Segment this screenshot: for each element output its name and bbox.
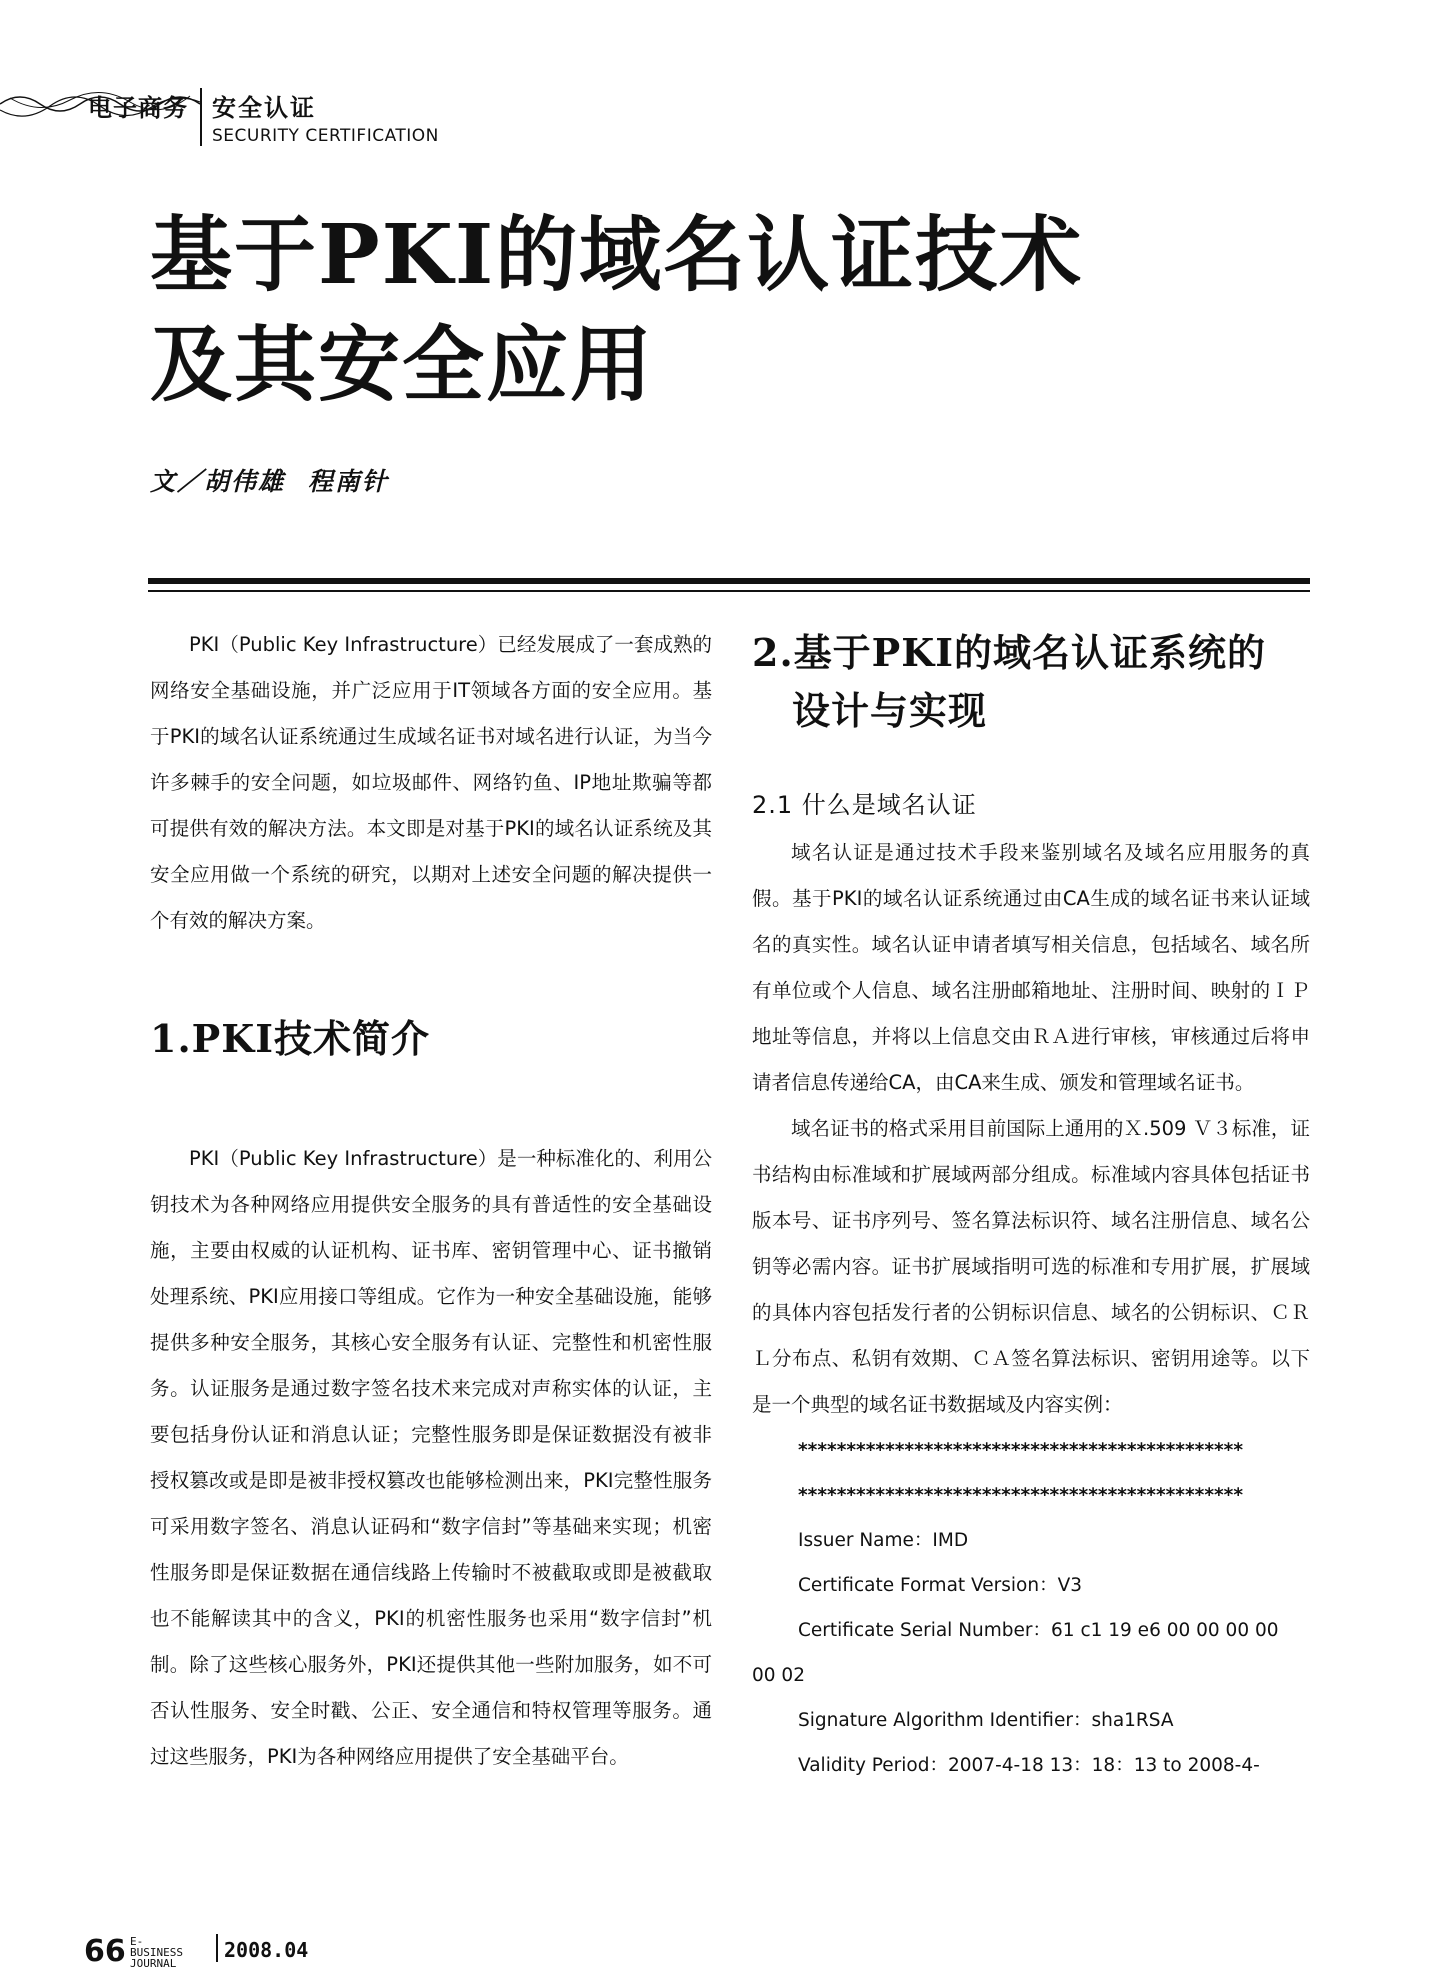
title-rule-thick xyxy=(148,578,1310,584)
author-2: 程南针 xyxy=(307,467,389,496)
left-column xyxy=(150,622,712,1780)
footer-divider xyxy=(216,1934,218,1962)
page-number: 66 xyxy=(84,1934,126,1969)
magazine-name-line-1: E-BUSINESS xyxy=(130,1935,183,1959)
section-2-heading-line-2: 设计与实现 xyxy=(792,688,988,733)
title-rule-thin xyxy=(148,590,1310,592)
section-name-en: SECURITY CERTIFICATION xyxy=(212,126,439,146)
section-1-paragraph: PKI（Public Key Infrastructure）是一种标准化的、利用公钥技术为各种网络应用提供安全服务的具有普适性的安全基础设施，主要由权威的认证机构、证书库、密钥管理中心、证书撤销处理系统、PKI应用接口等组成。它作为一种安全基础设施，能够提供多种安全服务，其核心安全服务有认证、完整性和机密性服务。认证服务是通过数字签名技术来完成对声称实体的认证，主要包括身份认证和消息认证；完整性服务即是保证数据没有被非授权篡改或是即是被非授权篡改也能够检测出来，PKI完整性服务可采用数字签名、消息认证码和“数字信封”等基础来实现；机密性服务即是保证数据在通信线路上传输时不被截取或即是被截取也不能解读其中的含义，PKI的机密性服务也采用“数字信封”机制。除了这些核心服务外，PKI还提供其他一些附加服务，如不可否认性服务、安全时戳、公正、安全通信和特权管理等服务。通过这些服务，PKI为各种网络应用提供了安全基础平台。 xyxy=(150,1147,712,1768)
subsection-2-1-heading: 2.1 什么是域名认证 xyxy=(752,791,977,819)
subsection-2-1-paragraph-1: 域名认证是通过技术手段来鉴别域名及域名应用服务的真假。基于PKI的域名认证系统通过由CA生成的域名证书来认证域名的真实性。域名认证申请者填写相关信息，包括域名、域名所有单位或个人信息、域名注册邮箱地址、注册时间、映射的ＩＰ地址等信息，并将以上信息交由ＲＡ进行审核，审核通过后将申请者信息传递给CA，由CA来生成、颁发和管理域名证书。 xyxy=(752,841,1310,1094)
title-line-2: 及其安全应用 xyxy=(150,317,655,413)
cert-validity-period: Validity Period：2007-4-18 13：18：13 to 2008-4- xyxy=(798,1755,1260,1776)
section-2-heading xyxy=(752,624,1310,740)
running-header xyxy=(0,40,520,146)
right-column xyxy=(752,622,1310,1788)
byline xyxy=(150,462,401,498)
author-1: 文／胡伟雄 xyxy=(150,467,286,496)
section-2-heading-line-1: 2.基于PKI的域名认证系统的 xyxy=(752,630,1267,675)
subsection-2-1-paragraph-2: 域名证书的格式采用目前国际上通用的Ｘ.509 Ｖ３标准，证书结构由标准域和扩展域两部分组成。标准域内容具体包括证书版本号、证书序列号、签名算法标识符、域名注册信息、域名公钥等必需内容。证书扩展域指明可选的标准和专用扩展，扩展域的具体内容包括发行者的公钥标识信息、域名的公钥标识、ＣＲＬ分布点、私钥有效期、ＣＡ签名算法标识、密钥用途等。以下是一个典型的域名证书数据域及内容实例： xyxy=(752,1117,1310,1416)
abstract-paragraph: PKI（Public Key Infrastructure）已经发展成了一套成熟的网络安全基础设施，并广泛应用于IT领域各方面的安全应用。基于PKI的域名认证系统通过生成域名证书对域名进行认证，为当今许多棘手的安全问题，如垃圾邮件、网络钓鱼、IP地址欺骗等都可提供有效的解决方法。本文即是对基于PKI的域名认证系统及其安全应用做一个系统的研究，以期对上述安全问题的解决提供一个有效的解决方案。 xyxy=(150,633,712,932)
cert-stars-line-2: ********************************************** xyxy=(798,1485,1244,1506)
article-title xyxy=(150,200,1150,420)
cert-serial-number-cont: 00 02 xyxy=(752,1665,805,1686)
certificate-example xyxy=(752,1428,1310,1788)
magazine-name xyxy=(130,1936,183,1969)
section-name-cn: 安全认证 xyxy=(212,94,316,122)
cert-serial-number: Certificate Serial Number：61 c1 19 e6 00 00 00 00 xyxy=(798,1620,1279,1641)
header-divider xyxy=(200,88,202,146)
magazine-name-line-2: JOURNAL xyxy=(130,1957,177,1970)
magazine-brand: 电子商务 xyxy=(88,94,188,122)
title-line-1: 基于PKI的域名认证技术 xyxy=(150,207,1084,303)
cert-signature-algorithm: Signature Algorithm Identifier：sha1RSA xyxy=(798,1710,1174,1731)
cert-issuer: Issuer Name：IMD xyxy=(798,1530,969,1551)
cert-stars-line-1: ********************************************** xyxy=(798,1440,1244,1461)
cert-format-version: Certificate Format Version：V3 xyxy=(798,1575,1083,1596)
section-1-heading: 1.PKI技术简介 xyxy=(150,1016,431,1061)
issue-number: 2008.04 xyxy=(224,1938,309,1962)
